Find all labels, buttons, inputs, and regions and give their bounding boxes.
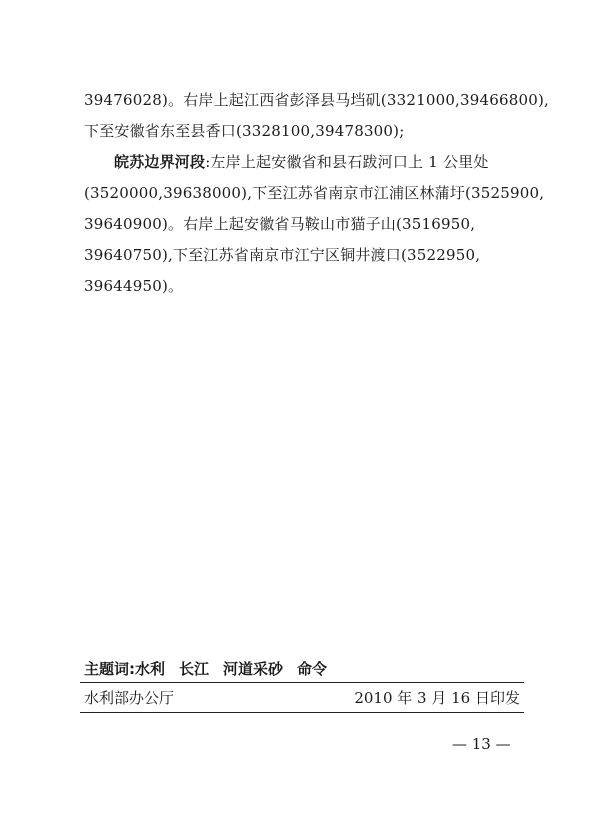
para2-line1 bbox=[114, 152, 554, 172]
para2-line5: 39644950)。 bbox=[84, 277, 184, 295]
section-heading: 皖苏边界河段 bbox=[114, 153, 206, 171]
keyword: 命令 bbox=[297, 660, 328, 678]
issuer: 水利部办公厅 bbox=[84, 689, 175, 707]
para1-line2: 下至安徽省东至县香口(3328100,39478300); bbox=[84, 122, 405, 140]
keyword: 长江 bbox=[179, 660, 210, 678]
para2-line2: (3520000,39638000),下至江苏省南京市江浦区林蒲圩(3525900, bbox=[84, 184, 545, 202]
keyword: 河道采砂 bbox=[223, 660, 284, 678]
para2-line1-text: :左岸上起安徽省和县石跋河口上 1 公里处 bbox=[205, 153, 489, 171]
keyword: 水利 bbox=[135, 660, 166, 678]
page-number: — 13 — bbox=[452, 735, 511, 753]
para2-line3: 39640900)。右岸上起安徽省马鞍山市猫子山(3516950, bbox=[84, 215, 476, 233]
footer-rule-top bbox=[80, 682, 524, 683]
subject-keywords bbox=[84, 659, 327, 679]
footer-rule-bottom bbox=[80, 712, 524, 713]
issue-date: 2010 年 3 月 16 日印发 bbox=[354, 689, 520, 707]
para1-line1: 39476028)。右岸上起江西省彭泽县马垱矶(3321000,39466800), bbox=[84, 91, 549, 109]
keywords-label: 主题词: bbox=[84, 660, 135, 678]
issue-info bbox=[84, 688, 520, 708]
para2-line4: 39640750),下至江苏省南京市江宁区铜井渡口(3522950, bbox=[84, 246, 481, 264]
